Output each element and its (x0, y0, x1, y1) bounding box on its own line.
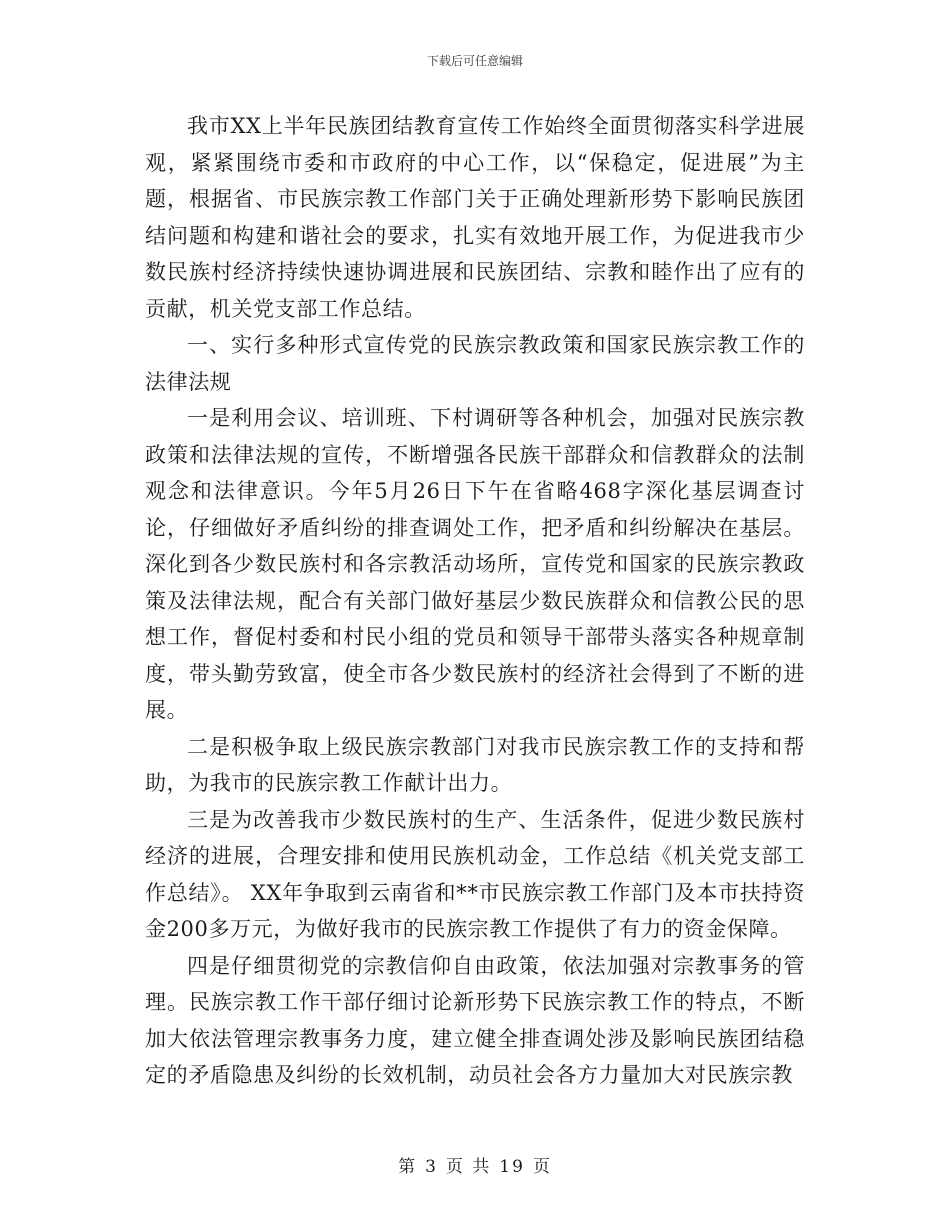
footer-middle: 页 共 (445, 1157, 492, 1177)
paragraph-item-3: 三是为改善我市少数民族村的生产、生活条件，促进少数民族村经济的进展，合理安排和使用民族机动金，工作总结《机关党支部工作总结》。 XX年争取到云南省和**市民族宗教工作部门及本市扶持资金200多万元，为做好我市的民族宗教工作提供了有力的资金保障。 (145, 807, 805, 941)
page-footer (0, 1152, 950, 1177)
header-note: 下载后可任意编辑 (426, 54, 523, 68)
footer-suffix: 页 (532, 1157, 552, 1177)
current-page-number: 3 (425, 1157, 438, 1177)
paragraph-intro: 我市XX上半年民族团结教育宣传工作始终全面贯彻落实科学进展观，紧紧围绕市委和市政府的中心工作，以“保稳定，促进展”为主题，根据省、市民族宗教工作部门关于正确处理新形势下影响民族团结问题和构建和谐社会的要求，扎实有效地开展工作，为促进我市少数民族村经济持续快速协调进展和民族团结、宗教和睦作出了应有的贡献，机关党支部工作总结。 (145, 114, 805, 321)
page-header (0, 52, 950, 69)
paragraph-item-1: 一是利用会议、培训班、下村调研等各种机会，加强对民族宗教政策和法律法规的宣传，不断增强各民族干部群众和信教群众的法制观念和法律意识。今年5月26日下午在省略468字深化基层调查讨论，仔细做好矛盾纠纷的排查调处工作，把矛盾和纠纷解决在基层。深化到各少数民族村和各宗教活动场所，宣传党和国家的民族宗教政策及法律法规，配合有关部门做好基层少数民族群众和信教公民的思想工作，督促村委和村民小组的党员和领导干部带头落实各种规章制度，带头勤劳致富，使全市各少数民族村的经济社会得到了不断的进展。 (145, 406, 805, 722)
footer-prefix: 第 (398, 1157, 418, 1177)
document-body (145, 108, 805, 1094)
paragraph-item-4: 四是仔细贯彻党的宗教信仰自由政策，依法加强对宗教事务的管理。民族宗教工作干部仔细讨论新形势下民族宗教工作的特点，不断加大依法管理宗教事务力度，建立健全排查调处涉及影响民族团结稳定的矛盾隐患及纠纷的长效机制，动员社会各方力量加大对民族宗教 (145, 953, 805, 1087)
paragraph-item-2: 二是积极争取上级民族宗教部门对我市民族宗教工作的支持和帮助，为我市的民族宗教工作献计出力。 (145, 734, 805, 795)
section-heading-1: 一、实行多种形式宣传党的民族宗教政策和国家民族宗教工作的法律法规 (145, 333, 805, 394)
total-pages-number: 19 (499, 1157, 525, 1177)
